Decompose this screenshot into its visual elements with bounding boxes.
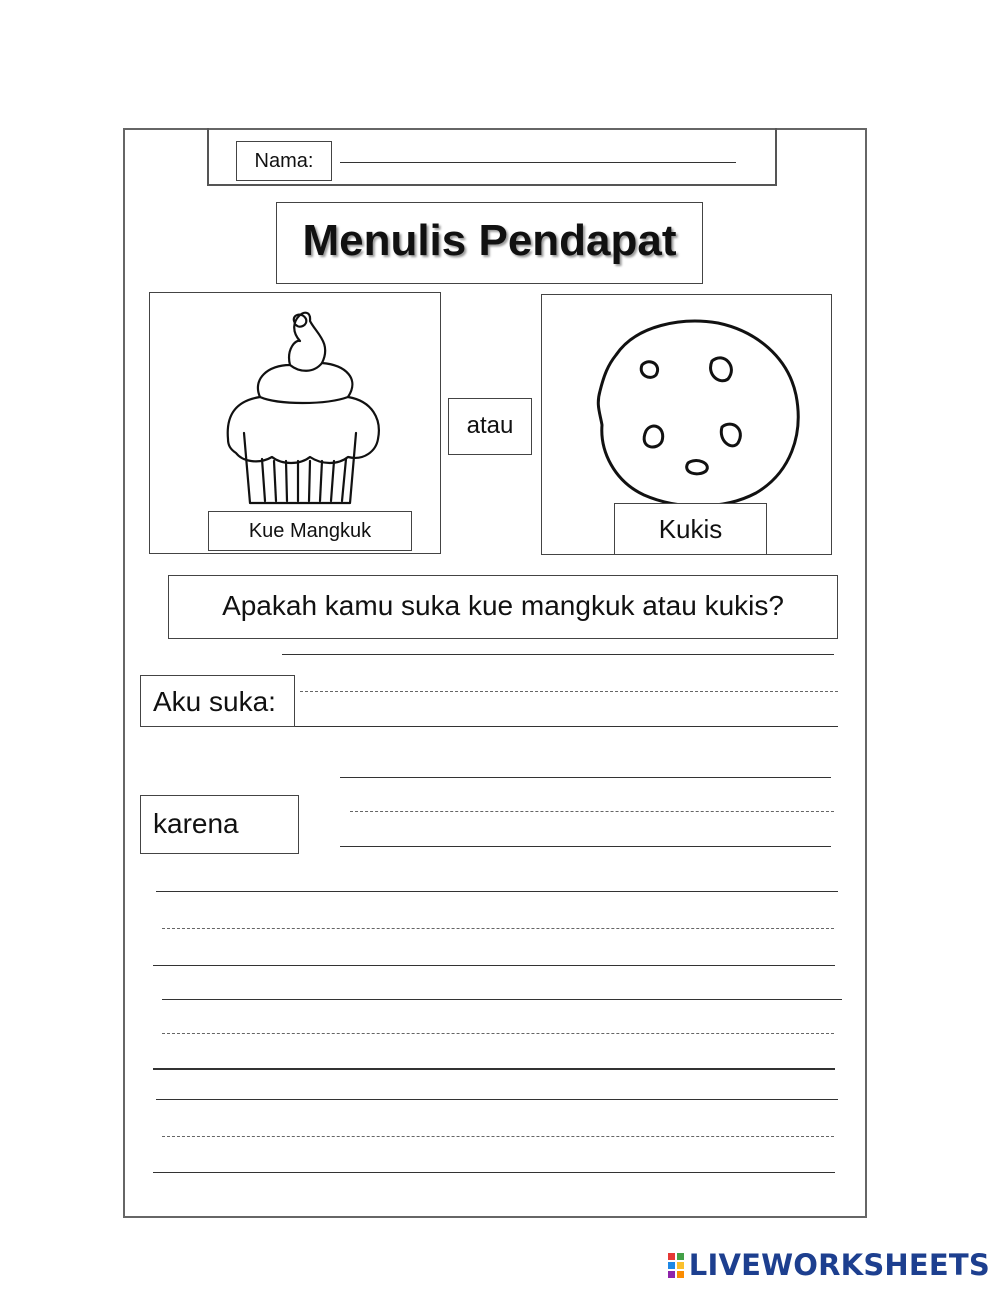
logo-block [677, 1253, 684, 1260]
liveworksheets-logo [668, 1248, 990, 1282]
reason-base-line[interactable] [340, 846, 831, 847]
preference-base-line[interactable] [295, 726, 838, 727]
question-prompt: Apakah kamu suka kue mangkuk atau kukis? [168, 575, 838, 639]
name-input-line[interactable] [340, 162, 736, 163]
name-label: Nama: [236, 141, 332, 181]
writing-line-2-base[interactable] [153, 1068, 835, 1070]
logo-block [668, 1253, 675, 1260]
preference-guide-line [300, 691, 838, 692]
cupcake-caption: Kue Mangkuk [208, 511, 412, 551]
reason-top-line [340, 777, 831, 778]
logo-blocks-icon [668, 1253, 684, 1278]
preference-label: Aku suka: [140, 675, 295, 727]
writing-line-3-guide [162, 1136, 834, 1137]
logo-text: LIVEWORKSHEETS [688, 1248, 990, 1282]
logo-block [677, 1262, 684, 1269]
writing-line-2-top [162, 999, 842, 1000]
logo-block [668, 1271, 675, 1278]
writing-line-1-base[interactable] [153, 965, 835, 966]
reason-guide-line [350, 811, 834, 812]
preference-top-line [282, 654, 834, 655]
writing-line-1-top [156, 891, 838, 892]
writing-line-1-guide [162, 928, 834, 929]
logo-block [668, 1262, 675, 1269]
logo-block [677, 1271, 684, 1278]
connector-word: atau [448, 398, 532, 455]
writing-line-3-top [156, 1099, 838, 1100]
writing-line-2-guide [162, 1033, 834, 1034]
writing-line-3-base[interactable] [153, 1172, 835, 1173]
page-title: Menulis Pendapat [276, 202, 703, 284]
reason-label: karena [140, 795, 299, 854]
cookie-caption: Kukis [614, 503, 767, 555]
